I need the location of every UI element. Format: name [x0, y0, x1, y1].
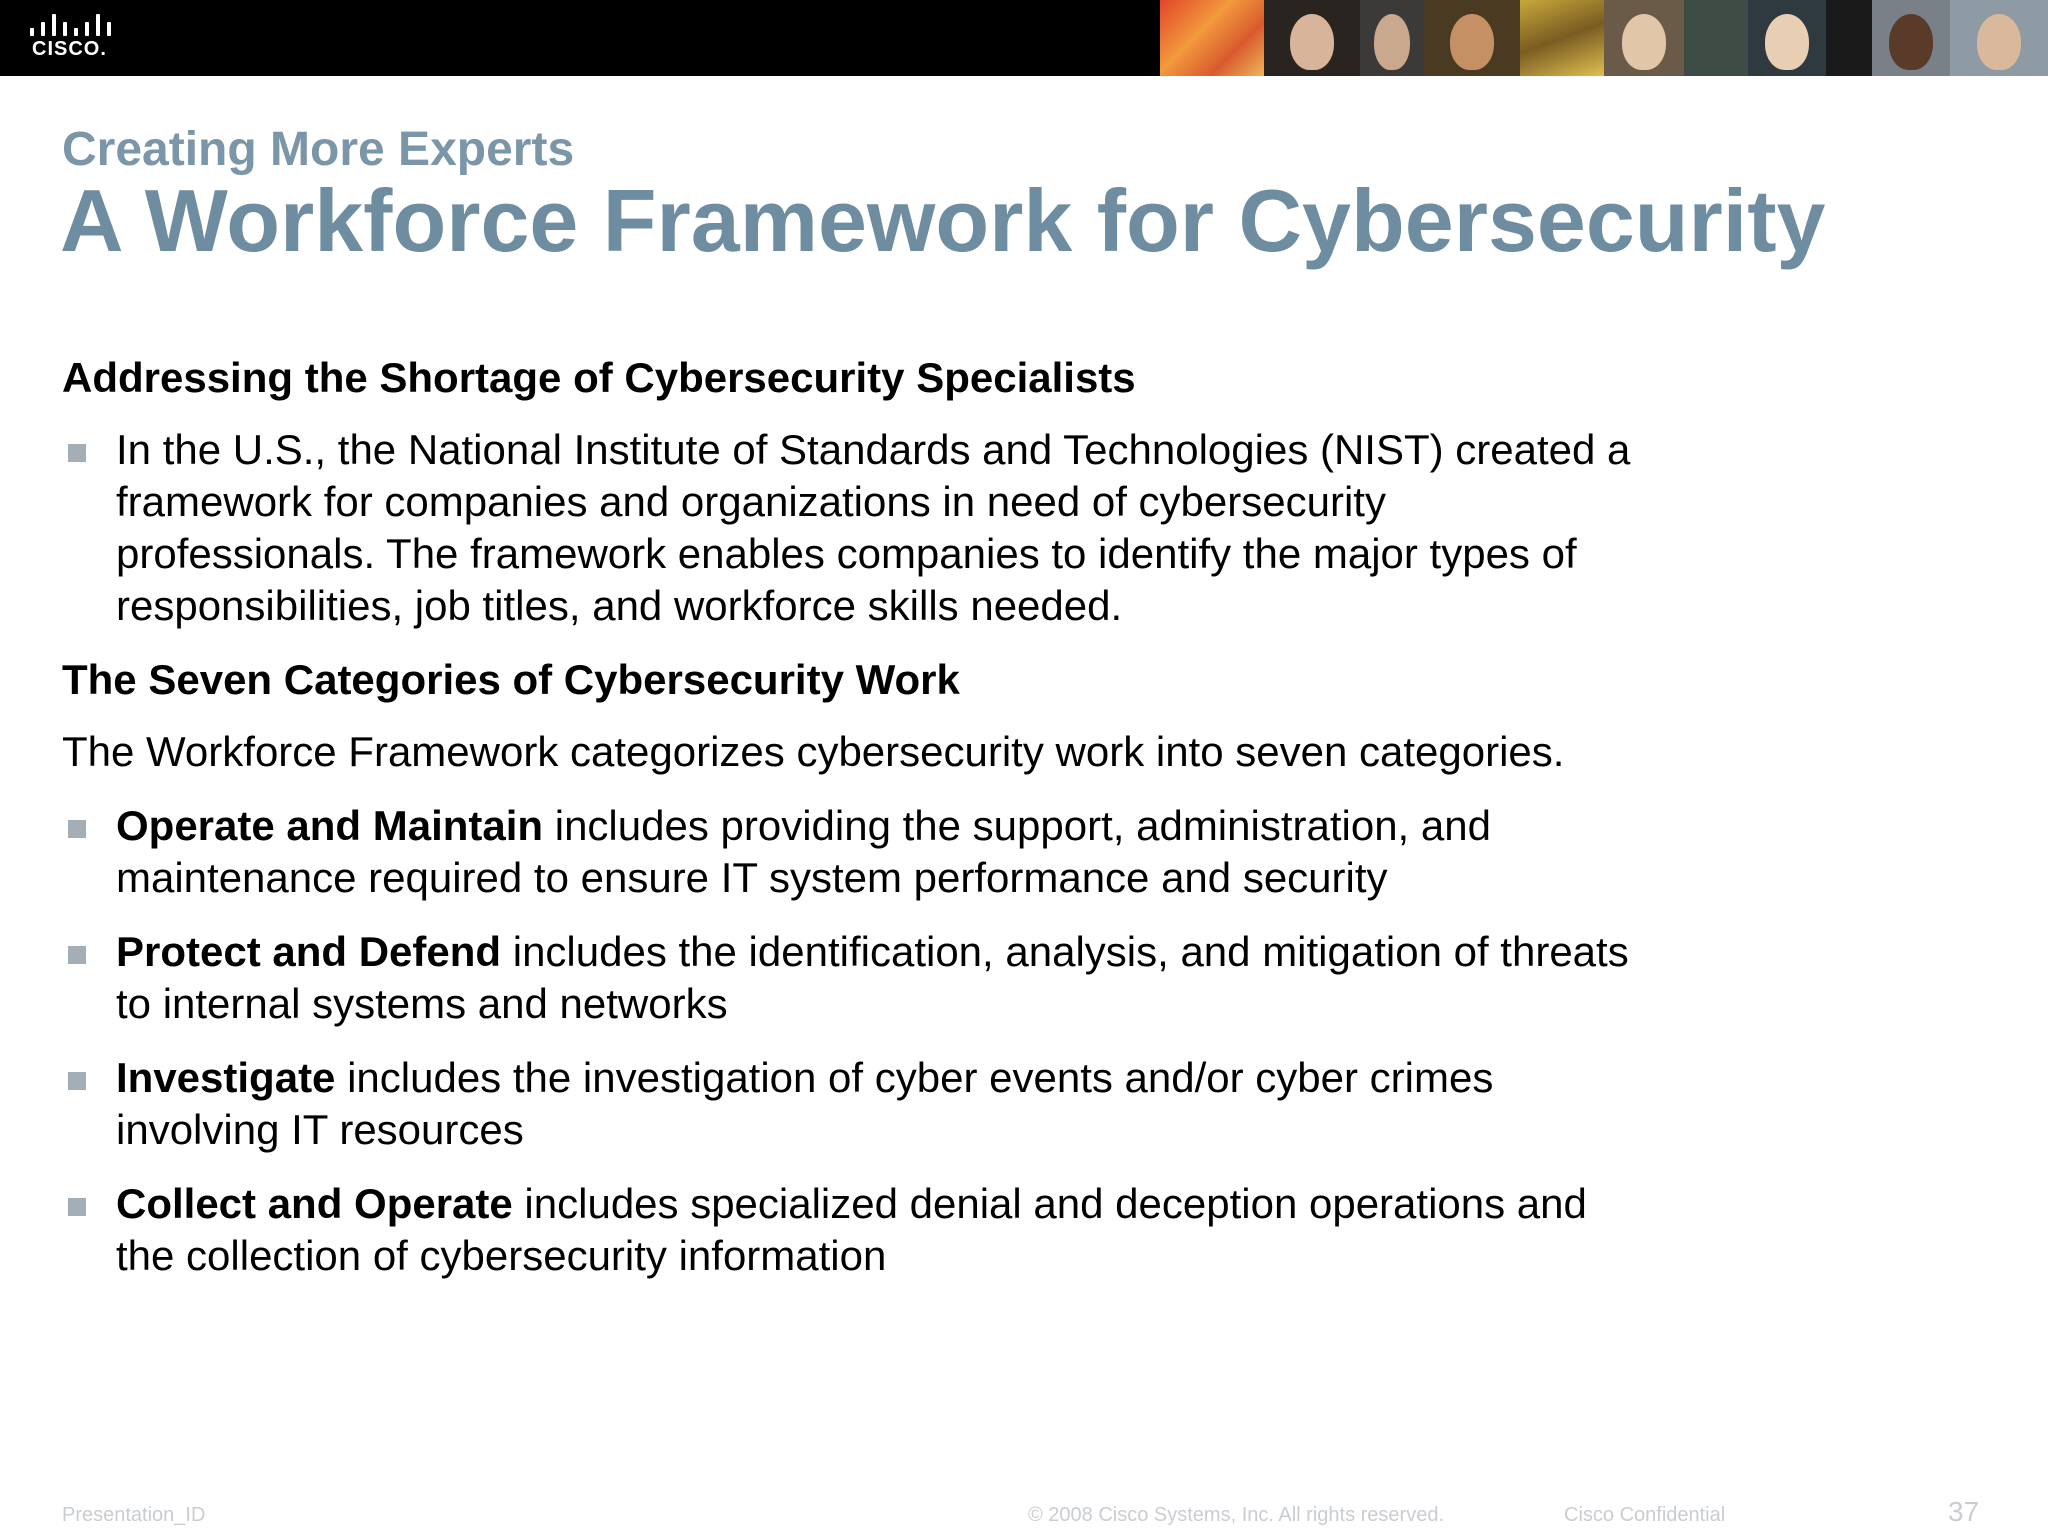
- photo-person: [1360, 0, 1424, 76]
- footer-copyright: © 2008 Cisco Systems, Inc. All rights reserved.: [1028, 1504, 1445, 1526]
- category-name: Protect and Defend: [116, 928, 502, 975]
- footer-presentation-id: Presentation_ID: [62, 1504, 206, 1526]
- category-description-cont: maintenance required to ensure IT system performance and security: [116, 854, 1388, 901]
- photo-abstract: [1520, 0, 1604, 76]
- slide-title: A Workforce Framework for Cybersecurity: [60, 171, 1826, 270]
- page-number: 37: [1948, 1496, 1980, 1527]
- bullet-square-icon: [68, 1198, 86, 1216]
- category-name: Collect and Operate: [116, 1180, 513, 1227]
- bullet-square-icon: [68, 820, 86, 838]
- category-description: includes specialized denial and deception operations and: [512, 1180, 1587, 1227]
- photo-person: [1950, 0, 2048, 76]
- photo-person: [1264, 0, 1360, 76]
- category-description-cont: the collection of cybersecurity information: [116, 1232, 887, 1279]
- bullet-square-icon: [68, 1072, 86, 1090]
- category-name: Operate and Maintain: [116, 802, 544, 849]
- slide-subtitle: Creating More Experts: [62, 123, 575, 176]
- header-photo-strip: [1160, 0, 2048, 76]
- photo-gap: [1826, 0, 1872, 76]
- cisco-bars-icon: [30, 14, 116, 36]
- bullet-line: professionals. The framework enables companies to identify the major types of: [116, 530, 1577, 577]
- section-heading-categories: The Seven Categories of Cybersecurity Work: [62, 656, 960, 703]
- category-item: [62, 1052, 1782, 1156]
- category-description: includes the investigation of cyber events and/or cyber crimes: [335, 1054, 1494, 1101]
- category-description: includes providing the support, administration, and: [543, 802, 1491, 849]
- photo-person: [1424, 0, 1520, 76]
- category-item: [62, 800, 1782, 904]
- bullet-line: framework for companies and organizations in need of cybersecurity: [116, 478, 1386, 525]
- category-name: Investigate: [116, 1054, 336, 1101]
- photo-chalkboard: [1684, 0, 1748, 76]
- bullet-line: In the U.S., the National Institute of Standards and Technologies (NIST) created a: [116, 426, 1631, 473]
- photo-person: [1872, 0, 1950, 76]
- section-intro: The Workforce Framework categorizes cybersecurity work into seven categories.: [62, 728, 1565, 775]
- bullet-nist: [62, 424, 1782, 632]
- photo-abstract: [1160, 0, 1264, 76]
- category-description-cont: involving IT resources: [116, 1106, 524, 1153]
- footer-confidential: Cisco Confidential: [1564, 1504, 1726, 1526]
- category-item: [62, 926, 1782, 1030]
- bullet-square-icon: [68, 444, 86, 462]
- category-item: [62, 1178, 1782, 1282]
- cisco-logo: [28, 14, 118, 64]
- photo-person: [1604, 0, 1684, 76]
- section-heading-shortage: Addressing the Shortage of Cybersecurity Specialists: [62, 354, 1136, 401]
- bullet-line: responsibilities, job titles, and workforce skills needed.: [116, 582, 1123, 629]
- cisco-logo-text: CISCO.: [32, 38, 107, 60]
- slide-body: [62, 352, 1782, 1304]
- top-banner: [0, 0, 2048, 76]
- category-description-cont: to internal systems and networks: [116, 980, 728, 1027]
- photo-person: [1748, 0, 1826, 76]
- category-description: includes the identification, analysis, and mitigation of threats: [501, 928, 1629, 975]
- bullet-square-icon: [68, 946, 86, 964]
